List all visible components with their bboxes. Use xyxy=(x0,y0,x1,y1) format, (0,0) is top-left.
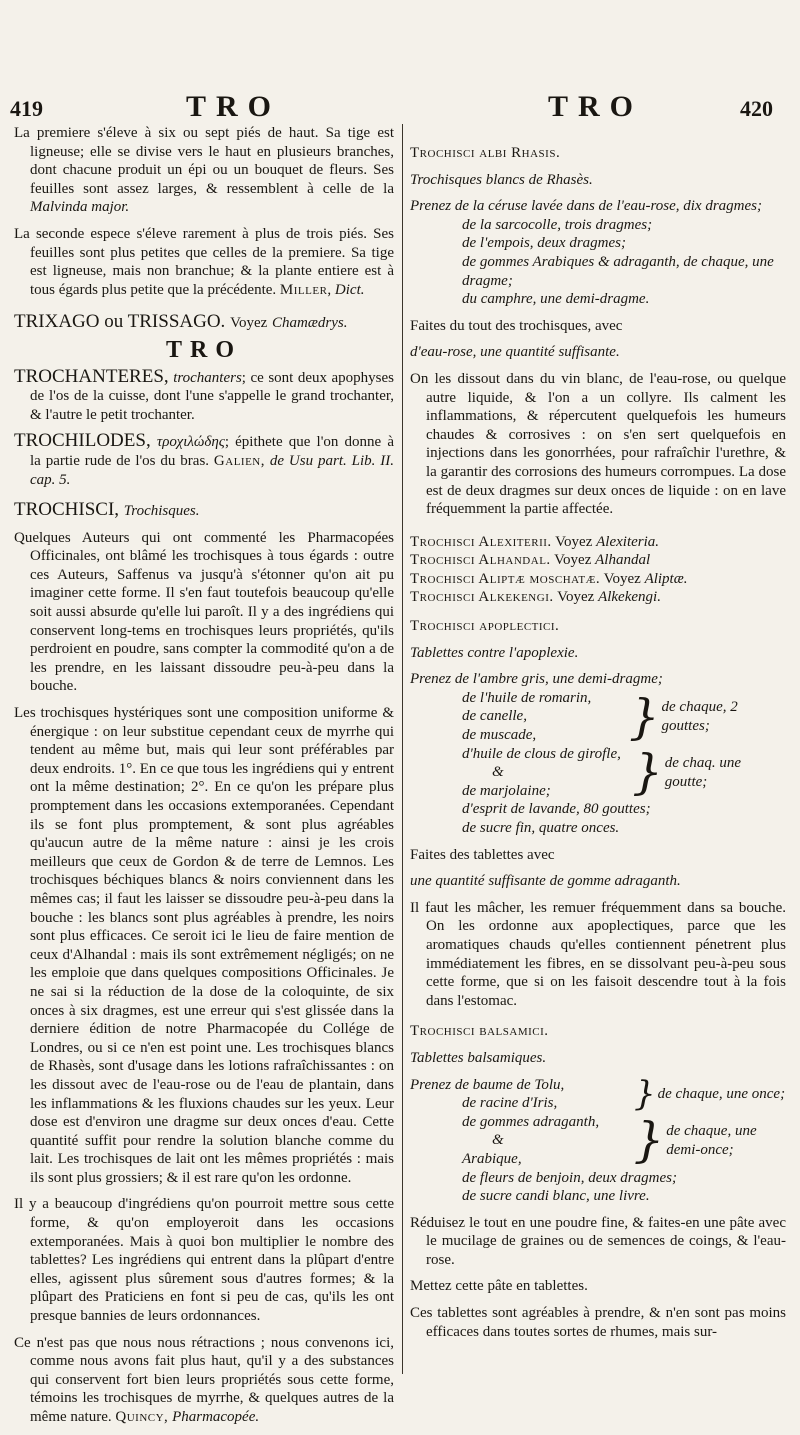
brace-symbol: } xyxy=(632,744,663,801)
entry-trochanteres: TROCHANTERES, trochanters; ce sont deux apophyses de l'os de la cuisse, dont l'une s'appelle le grand trochanter, & l'autre le petit trochanter. xyxy=(14,365,395,423)
recipe-instruction: Faites des tablettes avec xyxy=(410,846,555,863)
recipe-line: de sucre candi blanc, une livre. xyxy=(462,1188,650,1205)
entry-trochisci: TROCHISCI, Trochisques. xyxy=(14,499,200,521)
right-running-head: TRO xyxy=(548,90,644,123)
brace-symbol: } xyxy=(633,1112,665,1169)
cross-reference: Trochisci Alkekengi. Voyez Alkekengi. xyxy=(410,589,661,606)
recipe-heading-balsamici: Trochisci balsamici. xyxy=(410,1023,549,1040)
section-heading: TRO xyxy=(165,336,242,363)
paragraph-albi-rhasis: On les dissout dans du vin blanc, de l'eau-rose, ou quelque autre liquide, & l'on a un collyre. Ils calment les inflammations, & répercutent quelquefois les humeurs chaudes & corrosives : on s'en sert quelquefois en injections dans les gonorrhées, pour rafraîchir l'urethre, & la garantir des corrosions des humeurs corrompues. La dose est de deux dragmes sur deux onces de liquide : on en lave fréquemment la partie affectée. xyxy=(410,370,786,518)
recipe-subtitle-apoplectici: Tablettes contre l'apoplexie. xyxy=(410,644,579,661)
recipe-line: & xyxy=(492,1132,504,1149)
recipe-line: de l'huile de romarin, xyxy=(462,689,592,706)
recipe-line: Prenez de baume de Tolu, xyxy=(410,1076,565,1093)
recipe-brace-group xyxy=(410,1073,786,1114)
column-divider xyxy=(402,124,403,1374)
brace-note: de chaque, 2 gouttes; xyxy=(661,699,738,734)
recipe-line: de la sarcocolle, trois dragmes; xyxy=(462,216,653,233)
recipe-line: Prenez de l'ambre gris, une demi-dragme; xyxy=(410,671,663,688)
recipe-line: de l'empois, deux dragmes; xyxy=(462,235,627,252)
paragraph-first-species: La premiere s'éleve à six ou sept piés de haut. Sa tige est ligneuse; elle se divise vers le haut en plusieurs branches, dont chacune produit un épi ou un bouquet de fleurs. Ses feuilles sont assez larges, & ressemblent à celle de la Malvinda major. xyxy=(14,125,394,216)
right-page-number: 420 xyxy=(740,96,773,121)
recipe-quantity: d'eau-rose, une quantité suffisante. xyxy=(410,344,620,361)
recipe-line: d'huile de clous de girofle, xyxy=(462,745,621,762)
recipe-line: de sucre fin, quatre onces. xyxy=(462,820,620,836)
recipe-line: de canelle, xyxy=(462,708,527,725)
brace-note: de chaque, une once; xyxy=(657,1085,786,1102)
recipe-line: de gommes adraganth, xyxy=(462,1113,600,1130)
recipe-line: d'esprit de lavande, 80 gouttes; xyxy=(462,801,651,818)
paragraph-balsamici: Réduisez le tout en une poudre fine, & faites-en une pâte avec le mucilage de graines ou de semences de coings, & l'eau-rose. xyxy=(410,1214,786,1268)
recipe-brace-group xyxy=(410,1113,786,1169)
cross-reference: Trochisci Alhandal. Voyez Alhandal xyxy=(410,552,651,569)
recipe-line: du camphre, une demi-dragme. xyxy=(462,291,650,308)
recipe-line: & xyxy=(492,764,504,781)
brace-symbol: } xyxy=(634,1073,656,1114)
recipe-subtitle-balsamici: Tablettes balsamiques. xyxy=(410,1049,547,1066)
brace-note: de chaque, une demi-once; xyxy=(666,1123,757,1158)
entry-trixago: TRIXAGO ou TRISSAGO. Voyez Chamædrys. xyxy=(14,311,348,333)
paragraph-trochisci-3: Il y a beaucoup d'ingrédiens qu'on pourroit mettre sous cette forme, & qu'on employeroit dans les occasions extemporanées. Mais à quoi bon multiplier le nombre des tablettes? Les ingrédiens qui entrent dans la plûpart d'entre elles, agissent plus sûrement sous d'autres formes; & la plûpart des Praticiens en font si peu de cas, qu'ils les ont presque bannies de leurs ordonnances. xyxy=(14,1196,394,1325)
brace-note: de chaq. une goutte; xyxy=(664,754,742,790)
paragraph-apoplectici: Il faut les mâcher, les remuer fréquemment dans sa bouche. On les ordonne aux apoplectiques, parce que les aromatiques chauds qu'elles contiennent pénetrent plus immédiatement les fibres, en se dissolvant peu-à-peu sous cette forme, que si on les faisoit descendre tout à la fois dans l'estomac. xyxy=(410,899,786,1009)
recipe-quantity: une quantité suffisante de gomme adraganth. xyxy=(410,873,681,890)
paragraph-balsamici-end: Ces tablettes sont agréables à prendre, & n'en sont pas moins efficaces dans toutes sortes de rhumes, mais sur- xyxy=(410,1305,786,1340)
recipe-line: Prenez de la céruse lavée dans de l'eau-rose, dix dragmes; xyxy=(410,198,762,215)
paragraph-trochisci-4: Ce n'est pas que nous nous rétractions ; nous convenons ici, comme nous avons fait plus haut, qu'il y a des substances qui conservent fort bien leurs propriétés sous cette forme, témoins les trochisques de myrrhe, & quelques autres de la même nature. Quincy, Pharmacopée. xyxy=(14,1334,394,1425)
recipe-albi-rhasis xyxy=(410,197,786,309)
recipe-apoplectici xyxy=(410,670,786,837)
recipe-line: de muscade, xyxy=(462,727,537,744)
recipe-subtitle-albi-rhasis: Trochisques blancs de Rhasès. xyxy=(410,171,593,188)
recipe-brace-group xyxy=(410,745,786,801)
left-page-number: 419 xyxy=(10,96,43,121)
entry-trochilodes: TROCHILODES, τροχιλώδης; épithete que l'on donne à la partie rude de l'os du bras. Galien, de Usu part. Lib. II. cap. 5. xyxy=(14,430,395,488)
paragraph-trochisci-1: Quelques Auteurs qui ont commenté les Pharmacopées Officinales, ont blâmé les trochisques à tous égards : outre ces Auteurs, Saffenus va jusqu'à s'étonner qu'on ait pu imaginer cette forme. Il s'en faut toutefois beaucoup qu'elle soit aussi absurde qu'elle lui paroît. Il y a des ingrédiens qui conservent long-tems en trochisques leurs propriétés, qu'ils perdroient en poudre, sans compter la commodité qu'on a de les prendre, en les laissant dissoudre peu-à-peu dans la bouche. xyxy=(14,529,394,695)
right-column xyxy=(410,124,786,1349)
recipe-instruction: Faites du tout des trochisques, avec xyxy=(410,317,623,334)
recipe-line: de fleurs de benjoin, deux dragmes; xyxy=(462,1169,677,1186)
recipe-balsamici xyxy=(410,1073,786,1206)
recipe-heading-apoplectici: Trochisci apoplectici. xyxy=(410,618,560,635)
cross-reference: Trochisci Aliptæ moschatæ. Voyez Aliptæ. xyxy=(410,570,688,587)
cross-reference: Trochisci Alexiterii. Voyez Alexiteria. xyxy=(410,533,660,550)
recipe-line: de marjolaine; xyxy=(462,782,551,799)
brace-symbol: } xyxy=(628,688,660,745)
paragraph-second-species: La seconde espece s'éleve rarement à plus de trois piés. Ses feuilles sont plus petites que celles de la premiere. Sa tige est ligneuse, mais non branchue; & la plante entiere est à tous égards plus petite que la précédente. Miller, Dict. xyxy=(14,225,394,298)
left-running-head: TRO xyxy=(186,90,282,123)
recipe-line: de racine d'Iris, xyxy=(462,1095,558,1112)
recipe-instruction: Mettez cette pâte en tablettes. xyxy=(410,1278,588,1295)
paragraph-trochisci-2: Les trochisques hystériques sont une composition uniforme & énergique : on leur substitue cependant ceux de myrrhe qui tendent au même but, mais qui leur sont préférables par deux endroits. 1°. En ce que tous les ingrédiens qui y entrent ont la même destination; 2°. En ce qu'on les prépare plus promptement dans les occasions extemporanées. Cependant ils se font plus promptement, & sont plus agréables qu'aucun autre de la même nature : ainsi je les crois meilleurs que ceux de Gordon & de terre de Lemnos. Les trochisques béchiques blancs & noirs conviennent dans les mêmes cas; il faut les laisser se dissoudre peu-à-peu dans la bouche : les blancs sont plus agréables à prendre, les noirs sont plus efficaces. Ce seroit ici le lieu de faire mention de ceux d'Alhandal : mais ils sont extrêmement négligés; on ne les emploie que dans quelques compositions Officinales. Je ne sai si la réduction de la dose de la coloquinte, de six onces à six dragmes, est une erreur qui s'est glissée dans la derniere édition de notre Pharmacopée du Collége de Londres, ou si ce n'en est point une. Les trochisques blancs de Rhasès, sont d'usage dans les lotions rafraîchissantes : on les dissout avec de l'eau-rose ou de l'eau de plantain, dans les inflammations & les fluxions chaudes sur les yeux. Leur dose est d'environ une dragme sur deux onces d'eau. Cette quantité suffit pour rendre la solution blanche comme du lait. Les trochisques de lait ont les mêmes propriétés : mais ils sont plus grossiers; & il est rare qu'on les ordonne. xyxy=(14,705,394,1186)
recipe-heading-albi-rhasis: Trochisci albi Rhasis. xyxy=(410,145,561,161)
recipe-line: Arabique, xyxy=(462,1150,522,1167)
left-column xyxy=(14,124,394,1435)
cross-references xyxy=(410,533,786,607)
recipe-line: de gommes Arabiques & adraganth, de chaque, une dragme; xyxy=(462,253,774,289)
recipe-brace-group xyxy=(410,689,786,745)
